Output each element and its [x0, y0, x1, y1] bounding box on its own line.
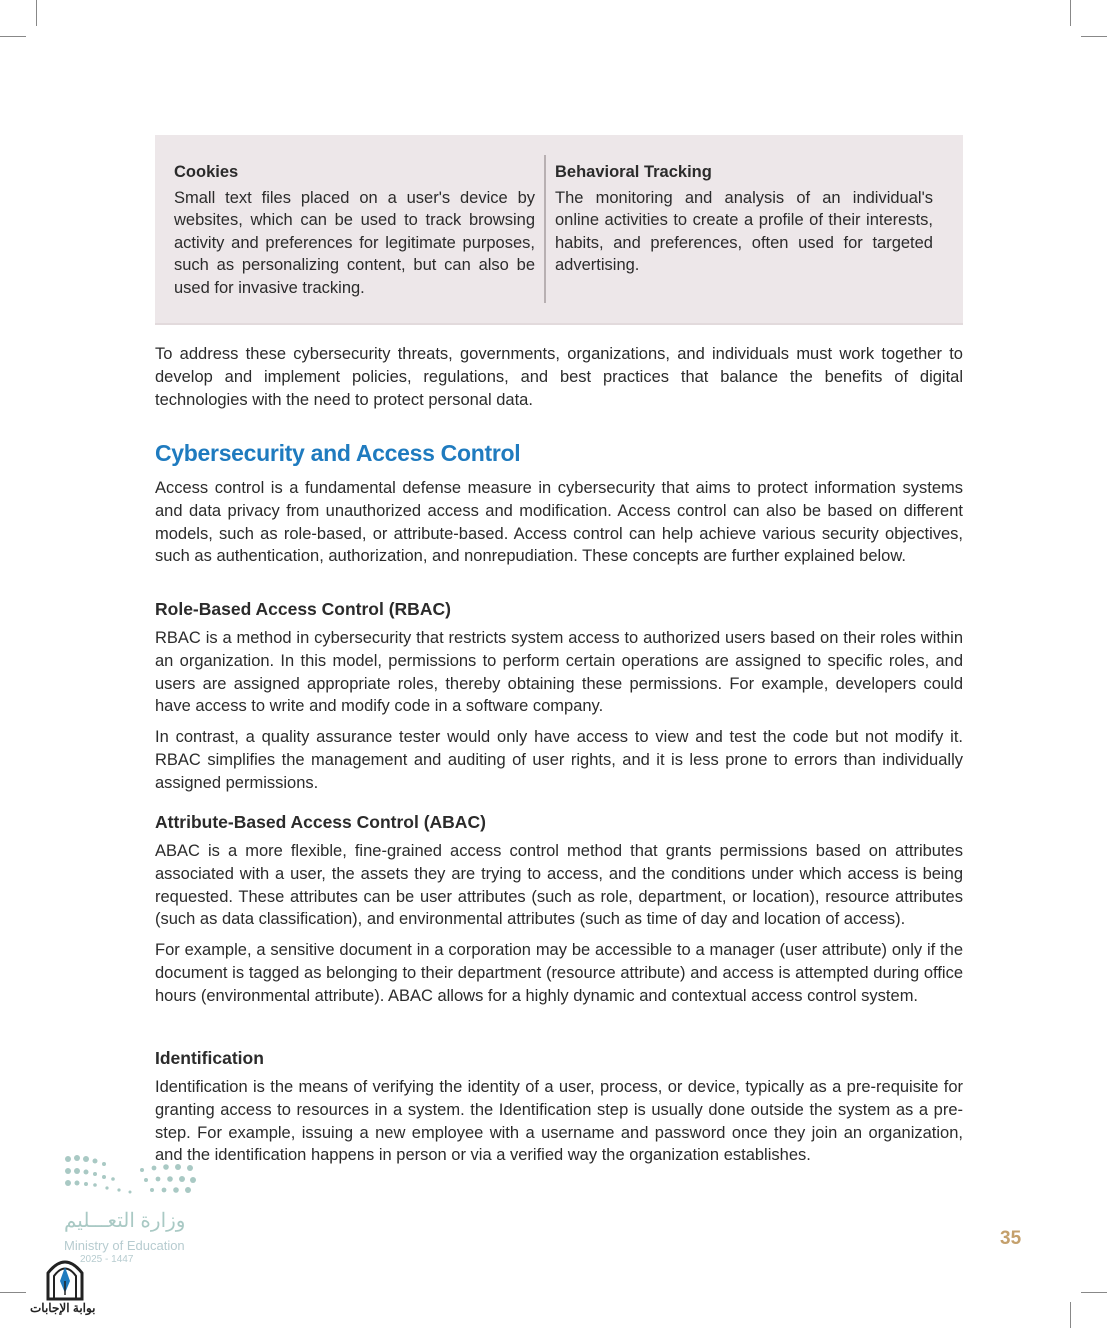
crop-mark: [1081, 36, 1107, 37]
definition-cookies: [174, 161, 535, 300]
crop-mark: [0, 36, 26, 37]
section-paragraph: Access control is a fundamental defense measure in cybersecurity that aims to protect information systems and data privacy from unauthorized access and modification. Access control can also be based on different models, such as role-based, or attribute-based. Access control can help achieve various security objectives, such as authentication, authorization, and nonrepudiation. These concepts are further explained below.: [155, 479, 963, 566]
abac-paragraph-2: For example, a sensitive document in a corporation may be accessible to a manager (user attribute) only if the document is tagged as belonging to their department (resource attribute) and access is attempted during office hours (environmental attribute). ABAC allows for a highly dynamic and contextual access control system.: [155, 941, 963, 1005]
definition-text: Small text files placed on a user's device by websites, which can be used to track browsing activity and preferences for legitimate purposes, such as personalizing content, but can also be used for invasive tracking.: [174, 188, 535, 297]
dots-logo-icon: [62, 1150, 202, 1200]
crop-mark: [1070, 1302, 1071, 1328]
identification-heading: Identification: [155, 1048, 264, 1068]
ministry-english-name: Ministry of Education: [64, 1238, 185, 1253]
definition-text: The monitoring and analysis of an individual's online activities to create a profile of their interests, habits, and preferences, often used for targeted advertising.: [555, 188, 933, 275]
definition-term: Cookies: [174, 163, 239, 181]
ministry-years: 2025 - 1447: [80, 1254, 134, 1265]
abac-paragraph-1: ABAC is a more flexible, fine-grained access control method that grants permissions based on attributes associated with a user, the assets they are trying to access, and the conditions under which access is being requested. These attributes can be user attributes (such as role, department, or location), resource attributes (such as data classification), and environmental attributes (such as time of day and location of access).: [155, 842, 963, 929]
crop-mark: [0, 1292, 26, 1293]
section-title: Cybersecurity and Access Control: [155, 440, 521, 466]
rbac-heading: Role-Based Access Control (RBAC): [155, 599, 451, 619]
ministry-arabic-name: وزارة التعـــليم: [64, 1210, 186, 1232]
identification-paragraph: Identification is the means of verifying the identity of a user, process, or device, typically as a pre-requisite for granting access to resources in a system. the Identification step is usually done outside the system as a pre-step. For example, issuing a new employee with a username and password once they join an organization, and the identification happens in person or via a verified way the organization establishes.: [155, 1078, 963, 1165]
crop-mark: [1070, 0, 1071, 26]
portal-label: بوابة الإجابات: [30, 1301, 96, 1315]
portal-emblem-icon: [44, 1255, 86, 1301]
definitions-box: [155, 135, 963, 325]
page-number: 35: [1000, 1228, 1022, 1249]
crop-mark: [1081, 1292, 1107, 1293]
column-divider: [544, 155, 546, 303]
intro-paragraph: To address these cybersecurity threats, governments, organizations, and individuals must work together to develop and implement policies, regulations, and best practices that balance the benefits of digital technologies with the need to protect personal data.: [155, 345, 963, 409]
rbac-paragraph-1: RBAC is a method in cybersecurity that restricts system access to authorized users based on their roles within an organization. In this model, permissions to perform certain operations are assigned to specific roles, and users are assigned appropriate roles, thereby obtaining these permissions. For example, developers could have access to write and modify code in a software company.: [155, 629, 963, 716]
definition-behavioral-tracking: [555, 161, 933, 277]
abac-heading: Attribute-Based Access Control (ABAC): [155, 812, 486, 832]
rbac-paragraph-2: In contrast, a quality assurance tester would only have access to view and test the code but not modify it. RBAC simplifies the management and auditing of user rights, and it is less prone to errors than individually assigned permissions.: [155, 728, 963, 792]
crop-mark: [36, 0, 37, 26]
definition-term: Behavioral Tracking: [555, 163, 712, 181]
